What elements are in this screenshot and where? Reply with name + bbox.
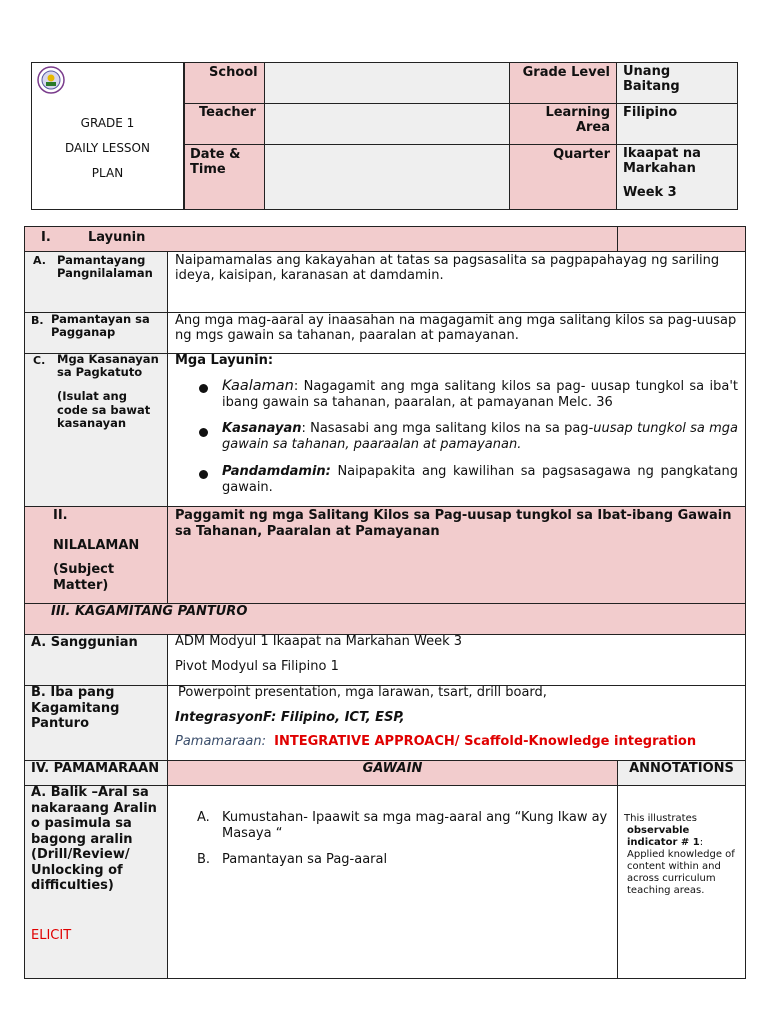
- teacher-label-cell: [184, 103, 265, 145]
- iba-item-materials: Powerpoint presentation, mga larawan, tsart, drill board,: [178, 685, 547, 700]
- grade-level-label: Grade Level: [522, 65, 610, 80]
- date-time-field[interactable]: [264, 144, 510, 210]
- annotations-header-cell: [617, 760, 746, 786]
- row-c-label: Mga Kasanayan sa Pagkatuto: [57, 352, 159, 379]
- iba-item-integration: IntegrasyonF: Filipino, ICT, ESP,: [175, 710, 405, 725]
- row-c-letter: C.: [33, 354, 46, 367]
- annotation-content-cell: [617, 785, 746, 979]
- dlp-title-line-3: PLAN: [91, 166, 124, 180]
- pandamdamin-text: Naipapakita ang kawilihan sa pagsasagawa ng pangkatang gawain.: [222, 464, 738, 495]
- annotations-title: ANNOTATIONS: [629, 761, 734, 776]
- row-b-label: Pamantayan sa Pagganap: [51, 312, 150, 339]
- grade-level-value-cell: [616, 62, 738, 104]
- row-a-content-cell: [167, 251, 746, 313]
- row-b-content-cell: [167, 312, 746, 354]
- date-time-label-cell: [184, 144, 265, 210]
- quarter-value: Ikaapat na Markahan: [623, 146, 701, 176]
- row-b-text: Ang mga mag-aaral ay inaasahan na magagamit ang mga salitang kilos sa pag-uusap ng mgs gawain sa tahanan, paaralan at pamayanan.: [175, 313, 737, 343]
- pamamaraan-header-cell: [24, 760, 168, 786]
- annotation-body: [627, 825, 743, 897]
- grade-level-label-cell: [509, 62, 617, 104]
- sanggunian-label-cell: [24, 634, 168, 686]
- approach-label: Pamamaraan:: [175, 734, 266, 749]
- balik-aral-label: A. Balik –Aral sa nakaraang Aralin o pasimula sa bagong aralin (Drill/Review/ Unlocking of difficulties): [31, 785, 157, 893]
- nilalaman-number: II.: [53, 508, 68, 523]
- iba-label-cell: [24, 685, 168, 761]
- row-a-label: Pamantayang Pangnilalaman: [57, 253, 153, 280]
- iba-item-approach: [175, 734, 696, 749]
- pamamaraan-title: IV. PAMAMARAAN: [31, 761, 160, 776]
- row-b-label-cell: [24, 312, 168, 354]
- nilalaman-title: NILALAMAN: [53, 538, 140, 553]
- step-a-text: Kumustahan- Ipaawit sa mga mag-aaral ang “Kung Ikaw ay Masaya “: [222, 810, 608, 841]
- school-field[interactable]: [264, 62, 510, 104]
- teacher-label: Teacher: [199, 105, 256, 120]
- nilalaman-subtitle: (Subject Matter): [53, 562, 115, 593]
- row-b-letter: B.: [31, 314, 44, 327]
- kasanayan-text-a: : Nasasabi ang mga salitang kilos na sa pag-: [301, 421, 594, 436]
- quarter-value-cell: [616, 144, 738, 210]
- school-label: School: [209, 65, 258, 80]
- pandamdamin-term: Pandamdamin:: [222, 464, 331, 479]
- layunin-header-row: [24, 226, 618, 252]
- teacher-field[interactable]: [264, 103, 510, 145]
- step-b-letter: B.: [197, 852, 211, 867]
- row-c-label-cell: [24, 353, 168, 507]
- bullet-kaalaman: [199, 384, 208, 393]
- kagamitan-title: III. KAGAMITANG PANTURO: [51, 604, 248, 619]
- iba-content-cell: [167, 685, 746, 761]
- learning-area-value: Filipino: [623, 105, 678, 120]
- quarter-label: Quarter: [553, 147, 610, 162]
- school-label-cell: [184, 62, 265, 104]
- step-a-letter: A.: [197, 810, 210, 825]
- learning-area-value-cell: [616, 103, 738, 145]
- annotation-description: : Applied knowledge of content within and across curriculum teaching areas.: [627, 837, 735, 896]
- row-a-letter: A.: [33, 254, 46, 267]
- annotation-indicator: observable indicator # 1: [627, 825, 700, 848]
- balik-aral-label-cell: [24, 785, 168, 979]
- layunin-title: Layunin: [88, 230, 146, 245]
- bullet-pandamdamin: [199, 470, 208, 479]
- row-c-content-cell: [167, 353, 746, 507]
- objectives-heading: Mga Layunin:: [175, 353, 274, 368]
- layunin-header-right: [617, 226, 746, 252]
- header-logo-cell: [31, 62, 184, 210]
- learning-area-label: Learning Area: [545, 105, 610, 135]
- bullet-kasanayan: [199, 428, 208, 437]
- gawain-title: GAWAIN: [362, 761, 423, 776]
- row-a-label-cell: [24, 251, 168, 313]
- sanggunian-label: A. Sanggunian: [31, 635, 138, 650]
- kaalaman-term: Kaalaman: [222, 378, 294, 394]
- objective-pandamdamin: [222, 464, 738, 496]
- kasanayan-text-b: uusap tungkol sa mga gawain sa tahanan, paaraalan at pamayanan.: [222, 421, 738, 452]
- layunin-number: I.: [41, 230, 51, 245]
- dlp-title-line-2: DAILY LESSON: [65, 141, 150, 155]
- deped-seal-logo: [37, 66, 65, 94]
- step-b-text: Pamantayan sa Pag-aaral: [222, 852, 388, 867]
- nilalaman-content-cell: [167, 506, 746, 604]
- objective-kaalaman: [222, 378, 738, 411]
- kaalaman-text: : Nagagamit ang mga salitang kilos sa pag- uusap tungkol sa iba't ibang gawain sa tahanan, paaralan, at pamayanan Melc. 36: [222, 379, 738, 410]
- gawain-content-cell: [167, 785, 618, 979]
- week-value: Week 3: [623, 185, 677, 200]
- annotation-intro: This illustrates: [624, 813, 697, 824]
- kasanayan-term: Kasanayan: [222, 421, 302, 436]
- nilalaman-label-cell: [24, 506, 168, 604]
- row-c-note: (Isulat ang code sa bawat kasanayan: [57, 389, 151, 430]
- sanggunian-content-cell: [167, 634, 746, 686]
- gawain-header-cell: [167, 760, 618, 786]
- elicit-label: ELICIT: [31, 928, 72, 943]
- sanggunian-item-2: Pivot Modyul sa Filipino 1: [175, 659, 339, 674]
- nilalaman-text: Paggamit ng mga Salitang Kilos sa Pag-uusap tungkol sa Ibat-ibang Gawain sa Tahanan, Paaralan at Pamayanan: [175, 508, 732, 539]
- learning-area-label-cell: [509, 103, 617, 145]
- objective-kasanayan: [222, 421, 738, 453]
- sanggunian-item-1: ADM Modyul 1 Ikaapat na Markahan Week 3: [175, 634, 462, 649]
- approach-value: INTEGRATIVE APPROACH/ Scaffold-Knowledge integration: [274, 734, 697, 749]
- dlp-title-line-1: GRADE 1: [80, 116, 135, 130]
- kagamitan-header-row: [24, 603, 746, 635]
- iba-label: B. Iba pang Kagamitang Panturo: [31, 685, 120, 731]
- grade-level-value: Unang Baitang: [623, 64, 680, 94]
- quarter-label-cell: [509, 144, 617, 210]
- row-a-text: Naipamamalas ang kakayahan at tatas sa pagsasalita sa pagpapahayag ng sariling ideya, kaisipan, karanasan at damdamin.: [175, 253, 720, 283]
- date-time-label: Date & Time: [190, 147, 241, 177]
